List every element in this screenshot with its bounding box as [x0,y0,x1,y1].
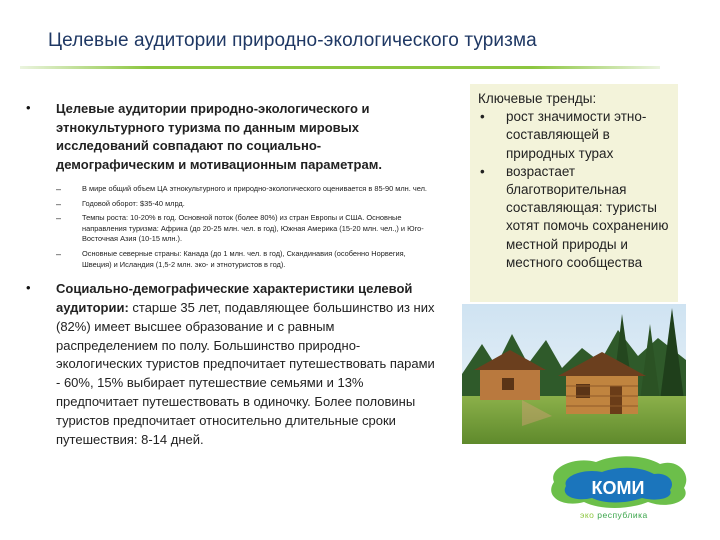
dash-marker: – [56,184,62,194]
demographics-lead: Социально-демографические характеристики целевой аудитории: [56,281,413,315]
cabin-photo [462,304,686,444]
dash-marker: – [56,248,62,259]
bullet-demographics [26,280,436,449]
sub-item-text: В мире общий объем ЦА этнокультурного и природно-экологического оценивается в 85-90 млн. чел. [82,184,427,193]
logo-caption-prefix: эко [580,510,595,520]
komi-logo-icon [544,452,692,510]
logo-text: КОМИ [591,478,645,498]
page-title: Целевые аудитории природно-экологического туризма [48,30,537,51]
bullet-marker: • [26,100,31,115]
dash-marker: – [56,198,62,209]
trend-text: рост значимости этно-составляющей в природных турах [506,109,647,161]
sub-item-text: Основные северные страны: Канада (до 1 млн. чел. в год), Скандинавия (особенно Норвегия, Швеция) и Исландия (1,5-2 млн. эко- и этнотуристов в год). [82,248,406,269]
sub-item-text: Темпы роста: 10-20% в год. Основной поток (более 80%) из стран Европы и США. Основные направления туризма: Африка (до 20-25 млн. чел. в год), Южная Америка (15-20 млн. чел.,) и Юго-Восточная Азия (10-15 млн.). [82,213,424,244]
bullet-marker: • [26,280,31,296]
bullet-marker: • [480,109,485,125]
trend-text: возрастает благотворительная составляющая: туристы хотят помочь сохранению местной природы и местного сообщества [506,163,669,270]
sub-item-text: Годовой оборот: $35-40 млрд. [82,198,185,208]
list-item [56,184,436,195]
logo-caption-rest: республика [594,510,648,520]
list-item [56,213,436,245]
cabin-photo-icon [462,304,686,444]
logo-caption [580,510,648,520]
bullet-audiences [26,100,436,174]
bullet-audiences-text: Целевые аудитории природно-экологического и этнокультурного туризма по данным мировых исследований совпадают по социально-демографическим и мотивационным параметрам. [56,101,382,172]
trend-item [478,163,670,272]
bullet-demographics-text [56,280,436,449]
dash-marker: – [56,213,62,224]
sub-list [56,184,436,270]
key-trends-title: Ключевые тренды: [478,91,597,106]
trend-item [478,108,670,163]
main-content [26,100,436,449]
demographics-body: старше 35 лет, подавляющее большинство из них (82%) имеет высшее образование и с равным распределением по полу. Большинство природно-экологических туристов предпочитает путешествовать парами - 60%, 15% выбирает путешествие семьями и 13% предпочитает путешествовать в одиночку. Более половины туристов предпочитает относительно длительные сроки путешествия: 8-14 дней. [56,299,435,447]
bullet-marker: • [480,163,485,179]
list-item [56,249,436,270]
title-underline [20,66,660,69]
list-item [56,199,436,210]
key-trends-box [470,84,678,302]
